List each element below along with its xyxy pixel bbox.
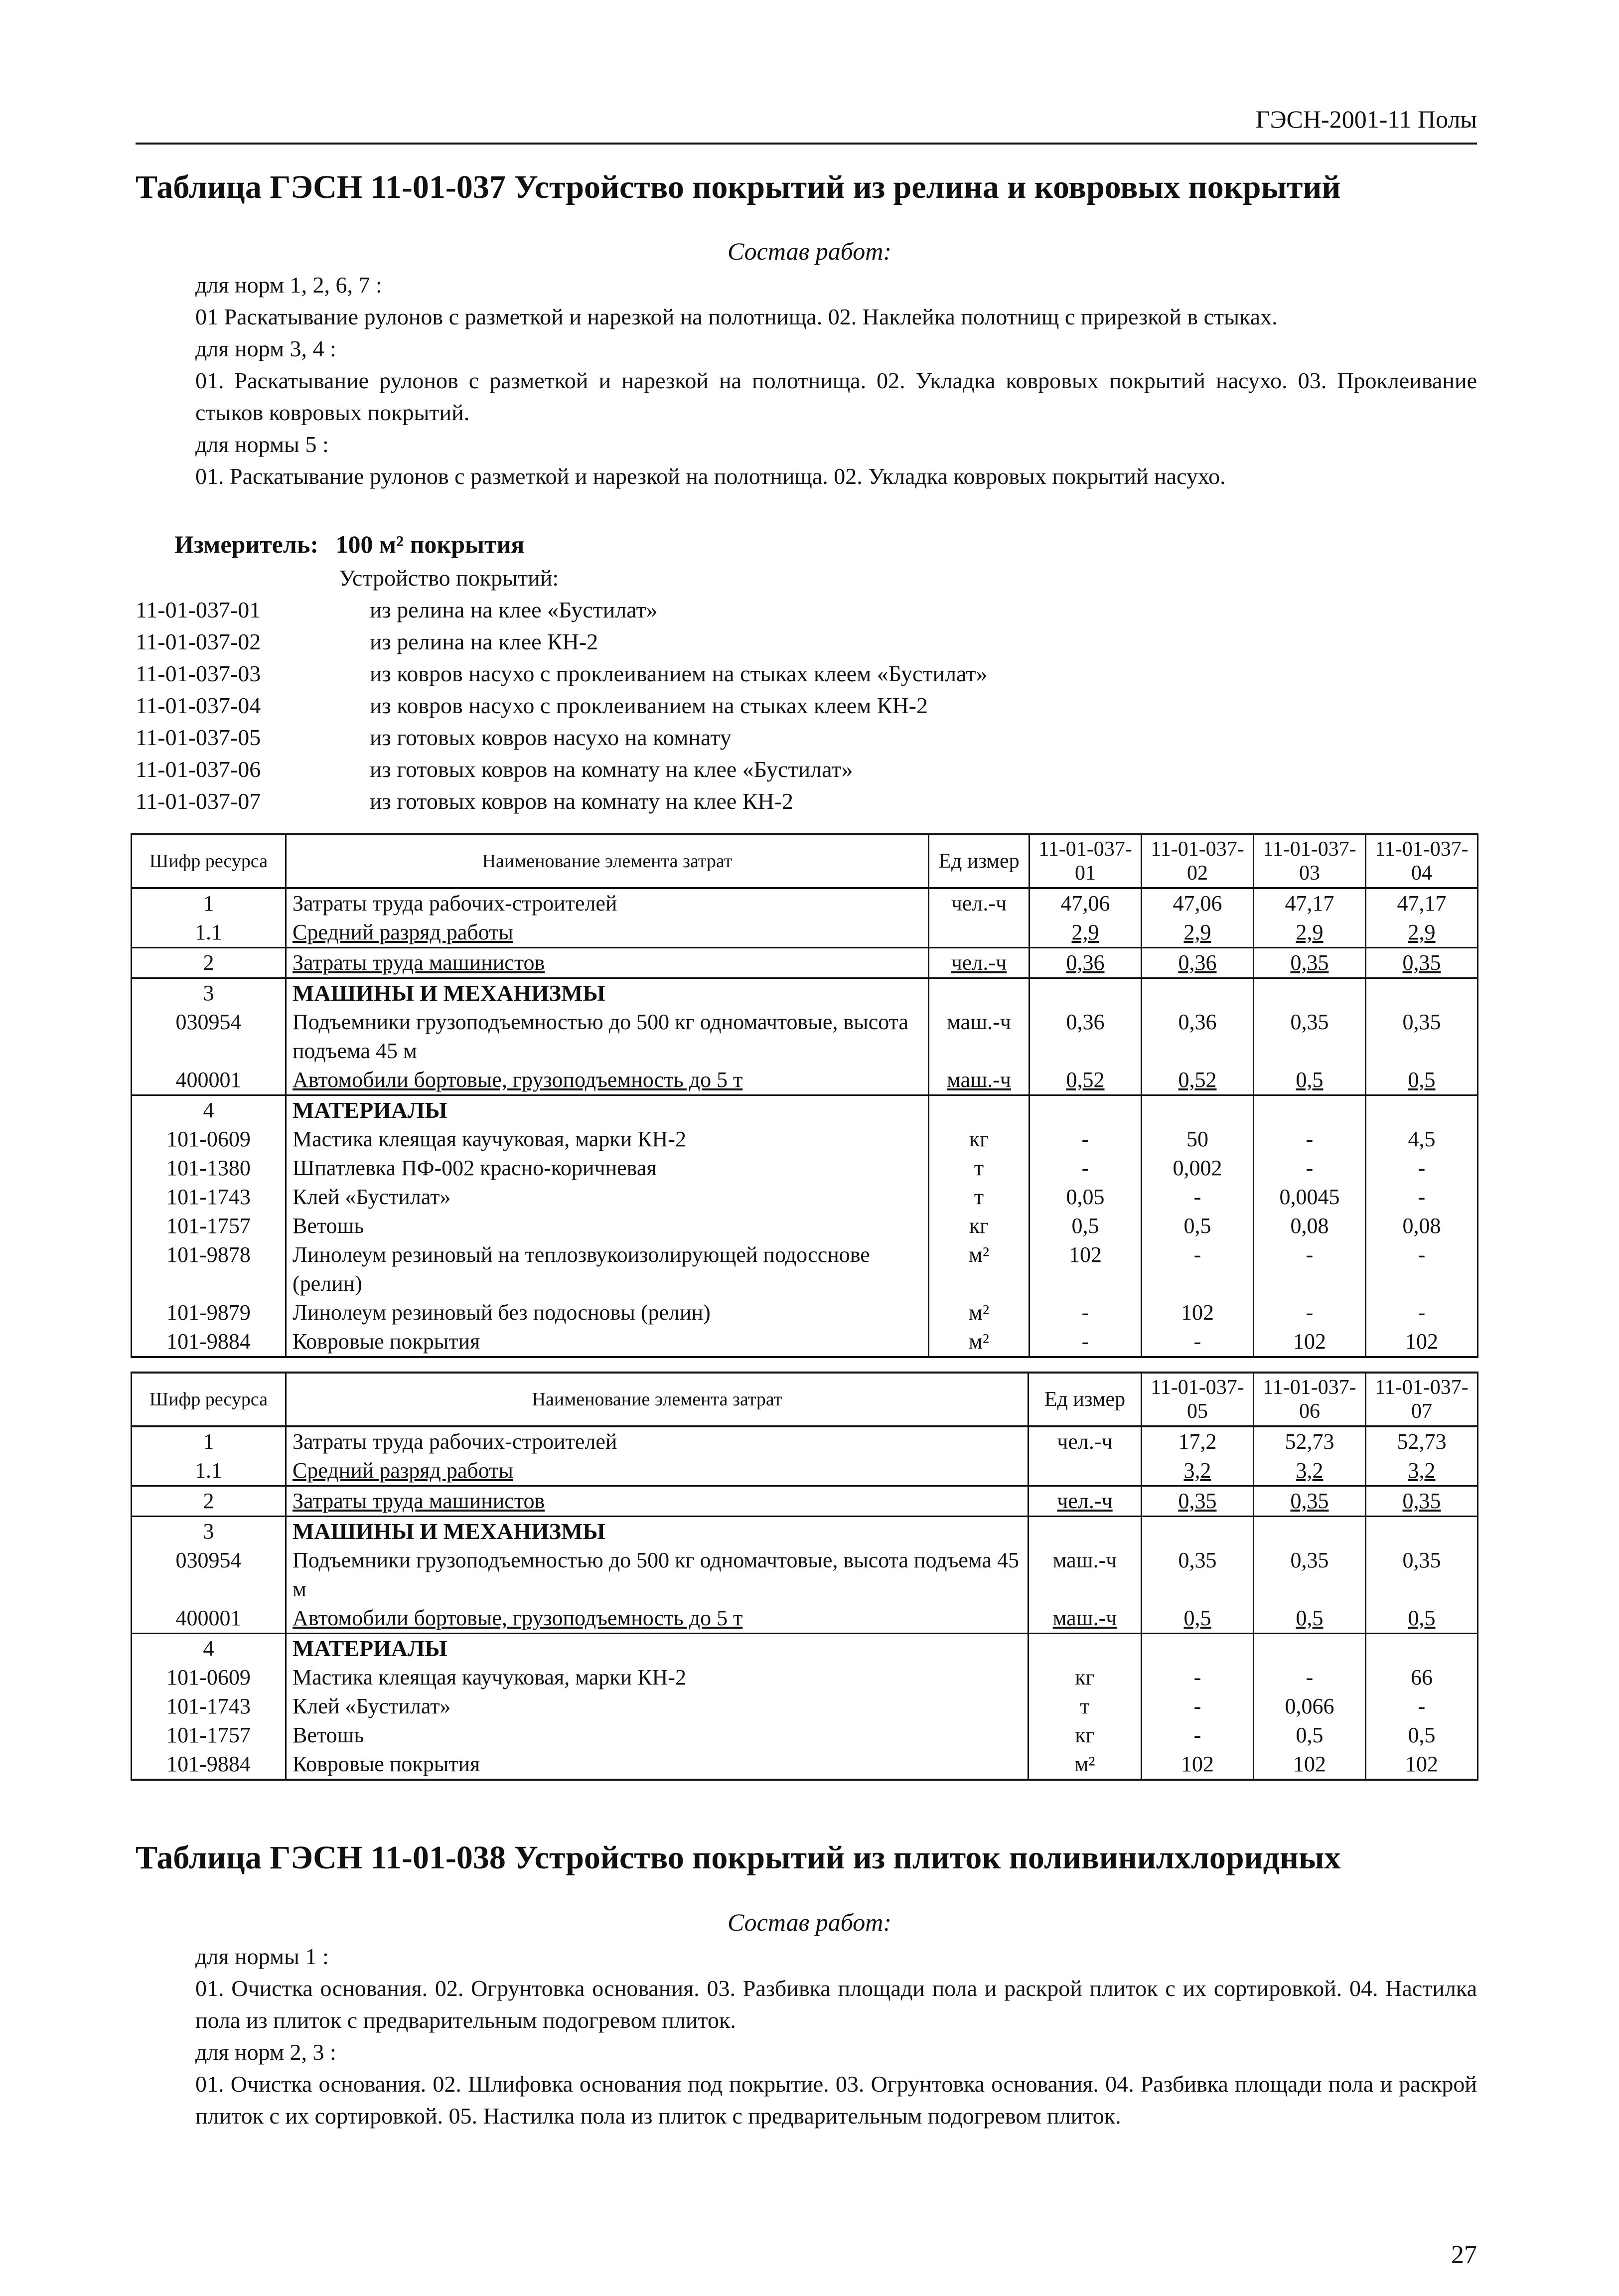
cost-element-cell: МАТЕРИАЛЫ [286,1634,1029,1664]
table-row [132,1154,1478,1183]
value-cell: 0,066 [1254,1692,1366,1721]
resource-code-cell: 101-1380 [132,1154,286,1183]
value-cell: 0,35 [1142,1546,1254,1604]
norm-text: из ковров насухо с проклеиванием на стыках клеем КН-2 [370,693,928,718]
value-cell: - [1254,1663,1366,1692]
unit-cell: маш.-ч [929,1066,1030,1095]
value-cell: 0,5 [1366,1721,1478,1750]
value-cell: 2,9 [1142,918,1254,948]
unit-cell [929,1095,1030,1125]
cost-element-cell: Линолеум резиновый на теплозвукоизолирующей подосснове (релин) [286,1240,929,1298]
norm-code: 11-01-037-01 [136,597,261,622]
cost-element-cell: Клей «Бустилат» [286,1183,929,1212]
table-row [132,1634,1478,1664]
cost-element-cell: Автомобили бортовые, грузоподъемность до 5 т [286,1604,1029,1634]
value-cell: 0,35 [1366,1486,1478,1517]
value-cell: 0,5 [1254,1721,1366,1750]
norms-heading: Устройство покрытий: [339,565,559,591]
unit-cell: м² [1029,1750,1142,1780]
unit-cell: т [1029,1692,1142,1721]
cost-element-cell: Подъемники грузоподъемностью до 500 кг одномачтовые, высота подъема 45 м [286,1008,929,1066]
value-cell: 102 [1254,1327,1366,1357]
running-head: ГЭСН-2001-11 Полы [1255,105,1477,133]
cost-element-cell: Мастика клеящая каучуковая, марки КН-2 [286,1663,1029,1692]
table2-composition [136,1941,1477,2132]
table-row [132,1663,1478,1692]
value-cell: - [1142,1327,1254,1357]
value-cell [1142,1517,1254,1546]
resource-code-cell: 2 [132,1486,286,1517]
value-cell: 0,35 [1254,1546,1366,1604]
value-cell: 0,36 [1142,948,1254,978]
table-row [132,1692,1478,1721]
resource-code-cell: 101-1743 [132,1692,286,1721]
table-row [132,1095,1478,1125]
table1-title: Таблица ГЭСН 11-01-037 Устройство покрытий из релина и ковровых покрытий [136,169,1341,205]
value-cell: 3,2 [1142,1456,1254,1486]
unit-cell: кг [1029,1663,1142,1692]
unit-cell [929,918,1030,948]
value-cell: 0,5 [1030,1212,1142,1240]
unit-cell: чел.-ч [929,948,1030,978]
resource-code-cell: 3 [132,1517,286,1546]
value-cell: 0,5 [1142,1212,1254,1240]
column-header: Наименование элемента затрат [286,1373,1029,1426]
table-row [132,1327,1478,1357]
value-cell [1254,1095,1366,1125]
column-header: Шифр ресурса [132,834,286,888]
table-header-row [132,834,1478,888]
norm-code: 11-01-037-02 [136,629,261,654]
unit-cell: кг [1029,1721,1142,1750]
value-cell: 0,5 [1366,1604,1478,1634]
meter-label: Измеритель: [174,530,319,558]
unit-cell [1029,1517,1142,1546]
resource-code-cell: 101-0609 [132,1125,286,1154]
value-cell [1254,1634,1366,1664]
value-cell: 0,08 [1366,1212,1478,1240]
value-cell: 0,35 [1254,948,1366,978]
value-cell: 52,73 [1254,1426,1366,1456]
value-cell: 0,36 [1030,1008,1142,1066]
cost-element-cell: Мастика клеящая каучуковая, марки КН-2 [286,1125,929,1154]
value-cell [1142,1095,1254,1125]
value-cell: 102 [1254,1750,1366,1780]
value-cell: - [1254,1298,1366,1327]
value-cell: 102 [1142,1750,1254,1780]
value-cell: - [1030,1298,1142,1327]
value-cell [1030,1095,1142,1125]
group-label: для норм 1, 2, 6, 7 : [195,272,382,298]
value-cell: - [1366,1692,1478,1721]
value-cell: 0,36 [1030,948,1142,978]
value-cell: - [1254,1125,1366,1154]
unit-cell: кг [929,1125,1030,1154]
cost-element-cell: Средний разряд работы [286,918,929,948]
value-cell: 3,2 [1254,1456,1366,1486]
table-row [132,1750,1478,1780]
resource-code-cell: 3 [132,978,286,1008]
value-cell: 0,08 [1254,1212,1366,1240]
group-label: для нормы 5 : [195,432,329,457]
value-cell: 2,9 [1030,918,1142,948]
value-cell: 4,5 [1366,1125,1478,1154]
table-row [132,948,1478,978]
value-cell: - [1030,1125,1142,1154]
column-header: 11-01-037-07 [1366,1373,1478,1426]
value-cell: 0,5 [1142,1604,1254,1634]
unit-cell: чел.-ч [1029,1486,1142,1517]
cost-element-cell: Ветошь [286,1721,1029,1750]
table-row [132,1604,1478,1634]
column-header: Наименование элемента затрат [286,834,929,888]
unit-cell: м² [929,1327,1030,1357]
table-row [132,1486,1478,1517]
group-text: 01 Раскатывание рулонов с разметкой и нарезкой на полотнища. 02. Наклейка полотнищ с прирезкой в стыках. [195,304,1278,329]
resource-code-cell: 4 [132,1095,286,1125]
cost-element-cell: Затраты труда машинистов [286,948,929,978]
norm-text: из готовых ковров на комнату на клее «Бустилат» [370,757,853,782]
value-cell: 0,52 [1030,1066,1142,1095]
column-header: Шифр ресурса [132,1373,286,1426]
value-cell: 2,9 [1366,918,1478,948]
norm-code: 11-01-037-04 [136,693,261,718]
value-cell: - [1366,1298,1478,1327]
resource-code-cell: 400001 [132,1066,286,1095]
norm-text: из ковров насухо с проклеиванием на стыках клеем «Бустилат» [370,661,988,686]
value-cell: 0,35 [1366,1008,1478,1066]
value-cell [1366,1095,1478,1125]
resource-code-cell: 1.1 [132,1456,286,1486]
value-cell: 102 [1142,1298,1254,1327]
value-cell: - [1366,1183,1478,1212]
resource-code-cell: 4 [132,1634,286,1664]
resource-table-1 [131,833,1478,1358]
unit-cell [1029,1456,1142,1486]
norm-code: 11-01-037-05 [136,725,261,750]
unit-cell: м² [929,1298,1030,1327]
norm-code: 11-01-037-07 [136,788,261,814]
value-cell [1142,978,1254,1008]
value-cell [1366,1634,1478,1664]
column-header: 11-01-037-06 [1254,1373,1366,1426]
value-cell: - [1254,1154,1366,1183]
resource-code-cell: 030954 [132,1546,286,1604]
table-row [132,1456,1478,1486]
value-cell [1030,978,1142,1008]
table-row [132,888,1478,918]
value-cell: - [1030,1154,1142,1183]
resource-code-cell: 1.1 [132,918,286,948]
table2-title: Таблица ГЭСН 11-01-038 Устройство покрытий из плиток поливинилхлоридных [136,1839,1341,1876]
value-cell: 0,5 [1254,1604,1366,1634]
norm-code: 11-01-037-03 [136,661,261,686]
resource-code-cell: 101-1743 [132,1183,286,1212]
norm-code: 11-01-037-06 [136,757,261,782]
resource-code-cell: 400001 [132,1604,286,1634]
table-row [132,978,1478,1008]
value-cell: - [1142,1692,1254,1721]
unit-cell: маш.-ч [929,1008,1030,1066]
resource-code-cell: 101-0609 [132,1663,286,1692]
table-row [132,1546,1478,1604]
table-row [132,1008,1478,1066]
unit-cell: т [929,1154,1030,1183]
value-cell: 0,35 [1254,1008,1366,1066]
group-text: 01. Раскатывание рулонов с разметкой и нарезкой на полотнища. 02. Укладка ковровых покрытий насухо. [195,463,1226,489]
value-cell: 47,06 [1142,888,1254,918]
table-header-row [132,1373,1478,1426]
table-row [132,1240,1478,1298]
unit-cell: маш.-ч [1029,1604,1142,1634]
column-header: Ед измер [1029,1373,1142,1426]
unit-cell: т [929,1183,1030,1212]
cost-element-cell: МАТЕРИАЛЫ [286,1095,929,1125]
unit-cell: чел.-ч [929,888,1030,918]
value-cell [1254,978,1366,1008]
value-cell: 47,17 [1366,888,1478,918]
norm-text: из готовых ковров на комнату на клее КН-2 [370,788,793,814]
table2-composition-heading: Состав работ: [727,1908,892,1936]
meter-value: 100 м² покрытия [335,530,525,558]
resource-code-cell: 101-9884 [132,1327,286,1357]
value-cell: - [1366,1240,1478,1298]
value-cell: - [1142,1240,1254,1298]
resource-code-cell: 101-1757 [132,1721,286,1750]
cost-element-cell: Линолеум резиновый без подосновы (релин) [286,1298,929,1327]
cost-element-cell: Ковровые покрытия [286,1327,929,1357]
unit-cell: маш.-ч [1029,1546,1142,1604]
group-text: 01. Раскатывание рулонов с разметкой и нарезкой на полотнища. 02. Укладка ковровых покрытий насухо. 03. Проклеивание стыков ковровых покрытий. [195,368,1477,425]
meter [174,528,524,560]
resource-code-cell: 1 [132,1426,286,1456]
table-row [132,1183,1478,1212]
page-number: 27 [1451,2241,1477,2269]
resource-code-cell: 101-9884 [132,1750,286,1780]
unit-cell: м² [929,1240,1030,1298]
table-row [132,1125,1478,1154]
resource-code-cell: 101-1757 [132,1212,286,1240]
table-row [132,1066,1478,1095]
table1-composition [136,269,1477,492]
table-row [132,1517,1478,1546]
resource-code-cell: 1 [132,888,286,918]
value-cell: 102 [1030,1240,1142,1298]
cost-element-cell: Подъемники грузоподъемностью до 500 кг одномачтовые, высота подъема 45 м [286,1546,1029,1604]
cost-element-cell: Автомобили бортовые, грузоподъемность до 5 т [286,1066,929,1095]
value-cell: 2,9 [1254,918,1366,948]
value-cell: 0,5 [1366,1066,1478,1095]
group-text: 01. Очистка основания. 02. Огрунтовка основания. 03. Разбивка площади пола и раскрой плиток с их сортировкой. 04. Настилка пола из плиток с предварительным подогревом плиток. [195,1976,1477,2033]
cost-element-cell: Клей «Бустилат» [286,1692,1029,1721]
value-cell [1254,1517,1366,1546]
value-cell: 3,2 [1366,1456,1478,1486]
column-header: 11-01-037-04 [1366,834,1478,888]
value-cell: 0,05 [1030,1183,1142,1212]
column-header: Ед измер [929,834,1030,888]
cost-element-cell: МАШИНЫ И МЕХАНИЗМЫ [286,978,929,1008]
group-label: для норм 3, 4 : [195,336,336,361]
table-row [132,1212,1478,1240]
table-row [132,918,1478,948]
value-cell: 0,0045 [1254,1183,1366,1212]
value-cell: 0,5 [1254,1066,1366,1095]
value-cell: 52,73 [1366,1426,1478,1456]
cost-element-cell: Затраты труда рабочих-строителей [286,1426,1029,1456]
cost-element-cell: МАШИНЫ И МЕХАНИЗМЫ [286,1517,1029,1546]
group-label: для нормы 1 : [195,1944,329,1969]
cost-element-cell: Средний разряд работы [286,1456,1029,1486]
unit-cell [1029,1634,1142,1664]
unit-cell: чел.-ч [1029,1426,1142,1456]
value-cell: 0,35 [1366,948,1478,978]
group-text: 01. Очистка основания. 02. Шлифовка основания под покрытие. 03. Огрунтовка основания. 04. Разбивка площади пола и раскрой плиток с их сортировкой. 05. Настилка пола из плиток с предварительным подогревом плиток. [195,2071,1477,2129]
value-cell: 0,36 [1142,1008,1254,1066]
column-header: 11-01-037-01 [1030,834,1142,888]
value-cell: 47,06 [1030,888,1142,918]
value-cell: 0,35 [1142,1486,1254,1517]
value-cell: 0,52 [1142,1066,1254,1095]
cost-element-cell: Шпатлевка ПФ-002 красно-коричневая [286,1154,929,1183]
value-cell: 17,2 [1142,1426,1254,1456]
norm-text: из готовых ковров насухо на комнату [370,725,732,750]
value-cell: 0,002 [1142,1154,1254,1183]
table-row [132,1298,1478,1327]
resource-code-cell: 2 [132,948,286,978]
norm-text: из релина на клее «Бустилат» [370,597,658,622]
norm-text: из релина на клее КН-2 [370,629,598,654]
table1-composition-heading: Состав работ: [727,237,892,265]
value-cell: 0,35 [1254,1486,1366,1517]
value-cell: - [1254,1240,1366,1298]
header-rule [136,143,1477,145]
value-cell [1142,1634,1254,1664]
value-cell [1366,978,1478,1008]
unit-cell: кг [929,1212,1030,1240]
value-cell: - [1030,1327,1142,1357]
value-cell: - [1142,1183,1254,1212]
column-header: 11-01-037-02 [1142,834,1254,888]
cost-element-cell: Ковровые покрытия [286,1750,1029,1780]
unit-cell [929,978,1030,1008]
value-cell: 66 [1366,1663,1478,1692]
group-label: для норм 2, 3 : [195,2039,336,2065]
cost-element-cell: Затраты труда рабочих-строителей [286,888,929,918]
table-row [132,1721,1478,1750]
value-cell: 102 [1366,1750,1478,1780]
value-cell: 50 [1142,1125,1254,1154]
value-cell [1366,1517,1478,1546]
resource-code-cell: 101-9878 [132,1240,286,1298]
value-cell: 102 [1366,1327,1478,1357]
value-cell: 0,35 [1366,1546,1478,1604]
cost-element-cell: Ветошь [286,1212,929,1240]
column-header: 11-01-037-05 [1142,1373,1254,1426]
table-row [132,1426,1478,1456]
resource-code-cell: 030954 [132,1008,286,1066]
column-header: 11-01-037-03 [1254,834,1366,888]
resource-table-2 [131,1372,1478,1781]
value-cell: - [1142,1721,1254,1750]
value-cell: - [1366,1154,1478,1183]
value-cell: 47,17 [1254,888,1366,918]
value-cell: - [1142,1663,1254,1692]
resource-code-cell: 101-9879 [132,1298,286,1327]
cost-element-cell: Затраты труда машинистов [286,1486,1029,1517]
